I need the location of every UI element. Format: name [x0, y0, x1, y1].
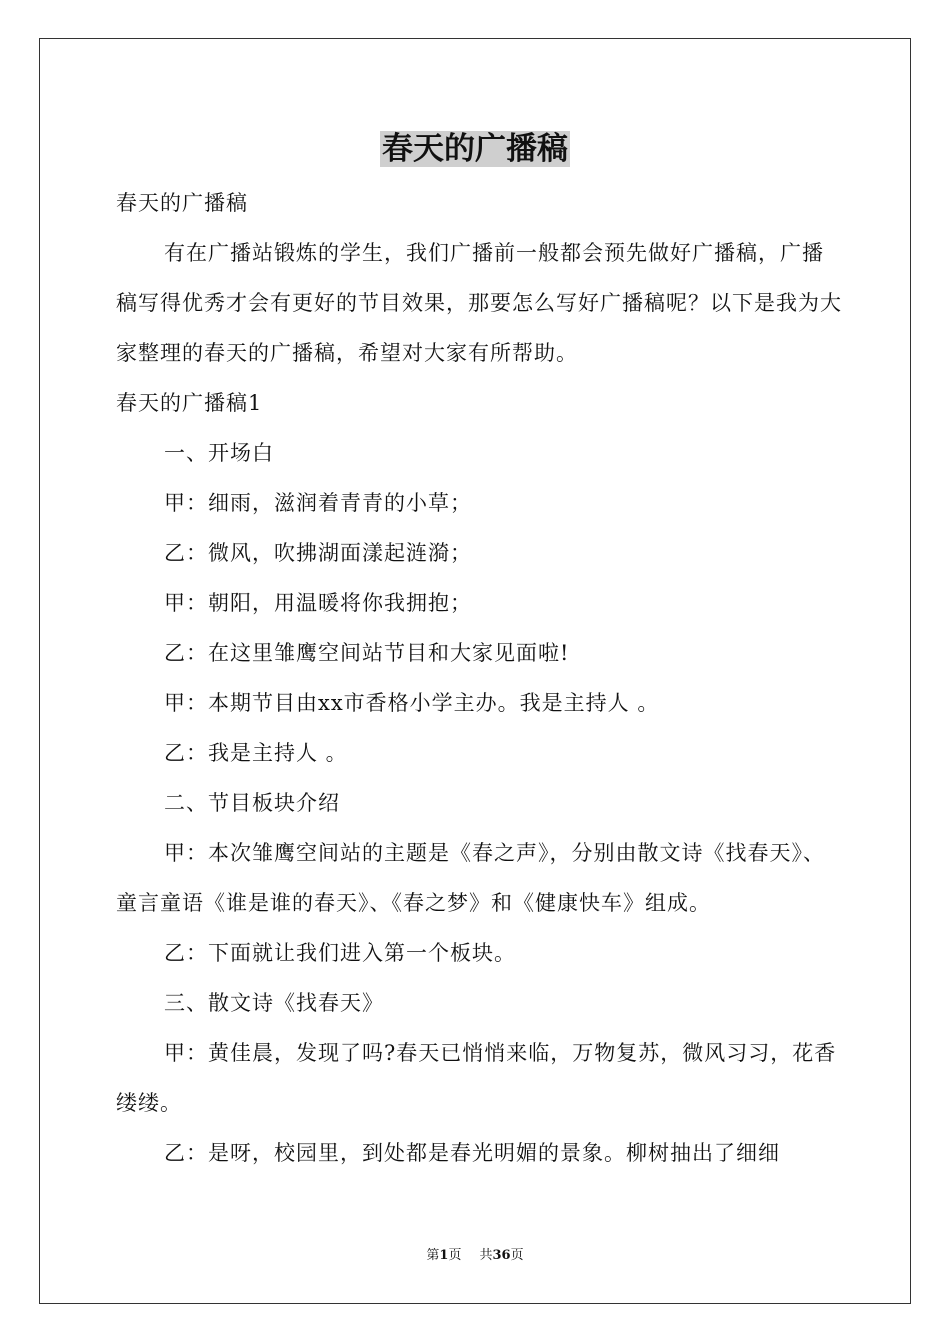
footer-total-prefix: 共 — [479, 1248, 493, 1263]
paragraph: 一、开场白 — [164, 441, 274, 465]
paragraph: 乙：下面就让我们进入第一个板块。 — [164, 941, 516, 965]
paragraph-heading: 春天的广播稿 — [116, 191, 248, 215]
footer-page-suffix: 页 — [448, 1248, 462, 1263]
page-footer — [0, 1247, 950, 1265]
paragraph: 乙：在这里雏鹰空间站节目和大家见面啦! — [164, 641, 570, 665]
document-body — [116, 178, 842, 1178]
paragraph: 甲：细雨，滋润着青青的小草； — [164, 491, 472, 515]
paragraph: 乙：我是主持人 。 — [164, 741, 348, 765]
paragraph-intro: 有在广播站锻炼的学生，我们广播前一般都会预先做好广播稿，广播稿写得优秀才会有更好的节目效果，那要怎么写好广播稿呢？以下是我为大家整理的春天的广播稿，希望对大家有所帮助。 — [116, 241, 842, 365]
paragraph-section-title: 春天的广播稿1 — [116, 391, 263, 415]
paragraph: 甲：本期节目由xx市香格小学主办。我是主持人 。 — [164, 691, 660, 715]
paragraph: 二、节目板块介绍 — [164, 791, 340, 815]
paragraph: 乙：微风，吹拂湖面漾起涟漪； — [164, 541, 472, 565]
footer-page-current: 1 — [439, 1248, 449, 1263]
paragraph: 甲：黄佳晨，发现了吗?春天已悄悄来临，万物复苏，微风习习，花香缕缕。 — [116, 1041, 837, 1115]
footer-page-total: 36 — [492, 1248, 511, 1263]
paragraph: 甲：朝阳，用温暖将你我拥抱； — [164, 591, 472, 615]
paragraph: 三、散文诗《找春天》 — [164, 991, 384, 1015]
document-title — [0, 128, 950, 170]
footer-page-prefix: 第 — [426, 1248, 440, 1263]
footer-total-suffix: 页 — [510, 1248, 524, 1263]
document-title-text: 春天的广播稿 — [382, 131, 568, 167]
paragraph: 乙：是呀，校园里，到处都是春光明媚的景象。柳树抽出了细细 — [164, 1141, 780, 1165]
paragraph: 甲：本次雏鹰空间站的主题是《春之声》，分别由散文诗《找春天》、童言童语《谁是谁的春天》、《春之梦》和《健康快车》组成。 — [116, 841, 825, 915]
